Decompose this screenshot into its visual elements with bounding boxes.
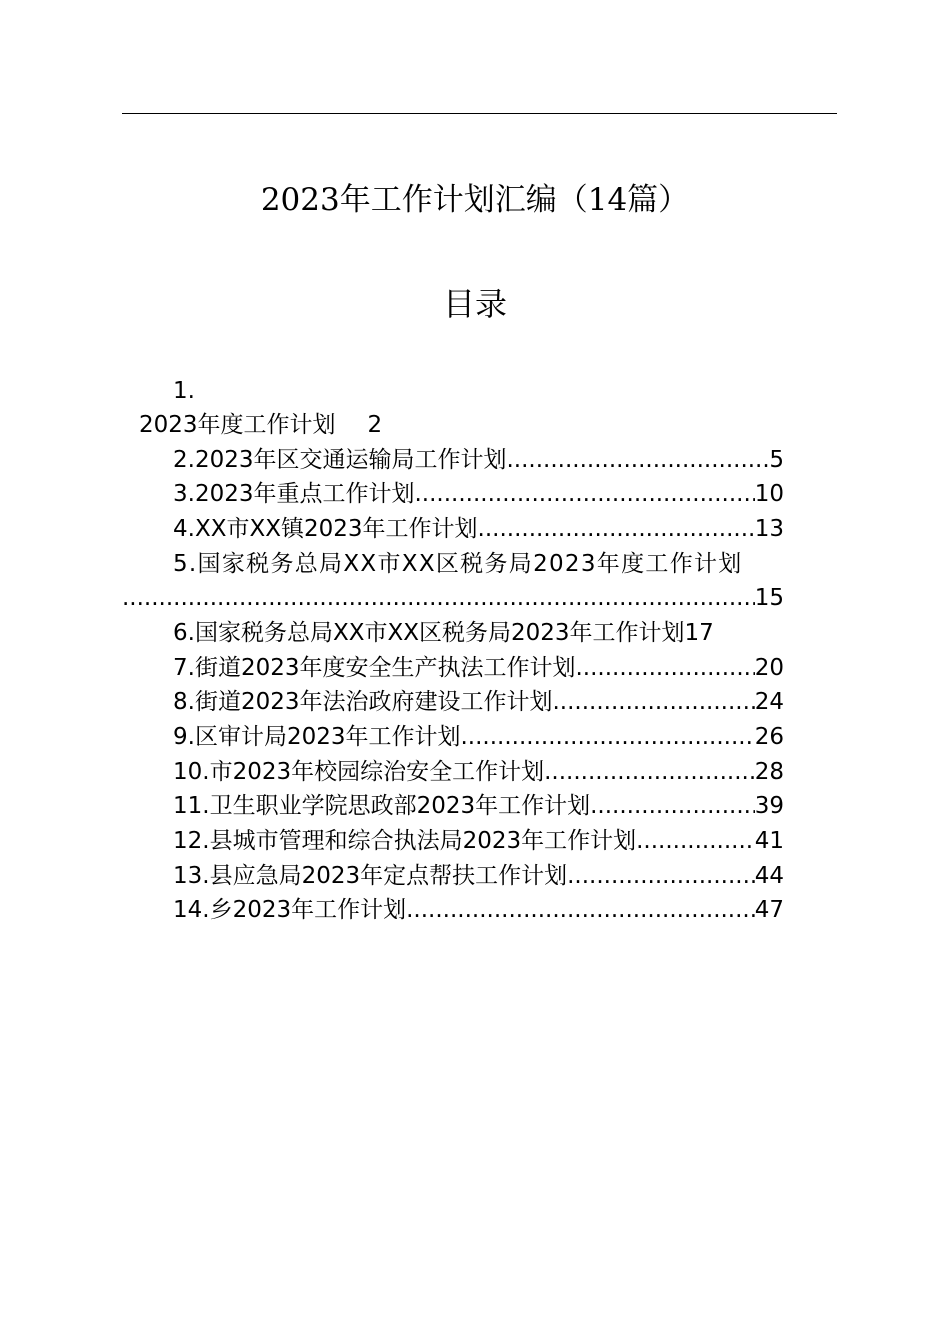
toc-entry-title: 2023年度工作计划 [139, 412, 336, 438]
toc-entry-8[interactable] [173, 687, 784, 717]
toc-leader [414, 479, 754, 509]
document-title: 2023年工作计划汇编（14篇） [260, 182, 690, 218]
toc-entry-page: 17 [684, 620, 714, 646]
toc-leader [544, 757, 755, 787]
toc-entry-1[interactable] [139, 410, 382, 440]
toc-leader [590, 791, 755, 821]
toc-entry-page: 44 [754, 863, 784, 889]
toc-entry-title: 13.县应急局2023年定点帮扶工作计划 [173, 863, 568, 889]
toc-entry-number: 1. [173, 378, 195, 404]
toc-leader [122, 583, 755, 613]
toc-entry-12[interactable] [173, 826, 784, 856]
toc-entry-13[interactable] [173, 861, 784, 891]
toc-heading: 目录 [442, 285, 507, 323]
toc-entry-page: 10 [754, 481, 784, 507]
toc-entry-page: 13 [754, 516, 784, 542]
toc-entry-page: 41 [754, 828, 784, 854]
toc-leader [575, 653, 754, 683]
toc-entry-title: 2.2023年区交通运输局工作计划 [173, 447, 507, 473]
toc-entry-4[interactable] [173, 514, 784, 544]
toc-entry-title: 10.市2023年校园综治安全工作计划 [173, 759, 545, 785]
toc-entry-page: 5 [769, 447, 784, 473]
toc-leader [406, 895, 755, 925]
toc-entry-title: 11.卫生职业学院思政部2023年工作计划 [173, 793, 591, 819]
toc-entry-title: 5.国家税务总局XX市XX区税务局2023年度工作计划 [173, 551, 743, 577]
toc-entry-5[interactable] [173, 549, 837, 579]
toc-entry-2[interactable] [173, 445, 784, 475]
toc-entry-title: 12.县城市管理和综合执法局2023年工作计划 [173, 828, 637, 854]
toc-entry-page: 26 [754, 724, 784, 750]
toc-entry-title: 4.XX市XX镇2023年工作计划 [173, 516, 478, 542]
toc-entry-title: 7.街道2023年度安全生产执法工作计划 [173, 655, 576, 681]
toc-entry-title: 14.乡2023年工作计划 [173, 897, 407, 923]
toc-entry-3[interactable] [173, 479, 784, 509]
toc-leader [567, 861, 755, 891]
toc-entry-10[interactable] [173, 757, 784, 787]
toc-entry-page: 28 [754, 759, 784, 785]
toc-entry-9[interactable] [173, 722, 784, 752]
toc-entry-page: 47 [754, 897, 784, 923]
toc-leader [506, 445, 769, 475]
toc-entry-page: 20 [754, 655, 784, 681]
toc-leader [552, 687, 754, 717]
toc-entry-title: 9.区审计局2023年工作计划 [173, 724, 461, 750]
header-rule [122, 113, 837, 114]
toc-entry-14[interactable] [173, 895, 784, 925]
toc-entry-1-label[interactable] [173, 376, 195, 406]
toc-entry-5-continuation[interactable] [122, 583, 784, 613]
toc-leader [460, 722, 754, 752]
toc-entry-title: 6.国家税务总局XX市XX区税务局2023年工作计划 [173, 620, 685, 646]
toc-entry-page: 39 [754, 793, 784, 819]
toc-leader [478, 514, 755, 544]
toc-entry-11[interactable] [173, 791, 784, 821]
toc-leader [636, 826, 755, 856]
toc-entry-title: 8.街道2023年法治政府建设工作计划 [173, 689, 553, 715]
toc-entry-title: 3.2023年重点工作计划 [173, 481, 415, 507]
toc-entry-7[interactable] [173, 653, 784, 683]
toc-entry-page: 15 [754, 585, 784, 611]
toc-entry-6[interactable] [173, 618, 813, 648]
toc-entry-page: 24 [754, 689, 784, 715]
toc-entry-page: 2 [367, 412, 383, 438]
